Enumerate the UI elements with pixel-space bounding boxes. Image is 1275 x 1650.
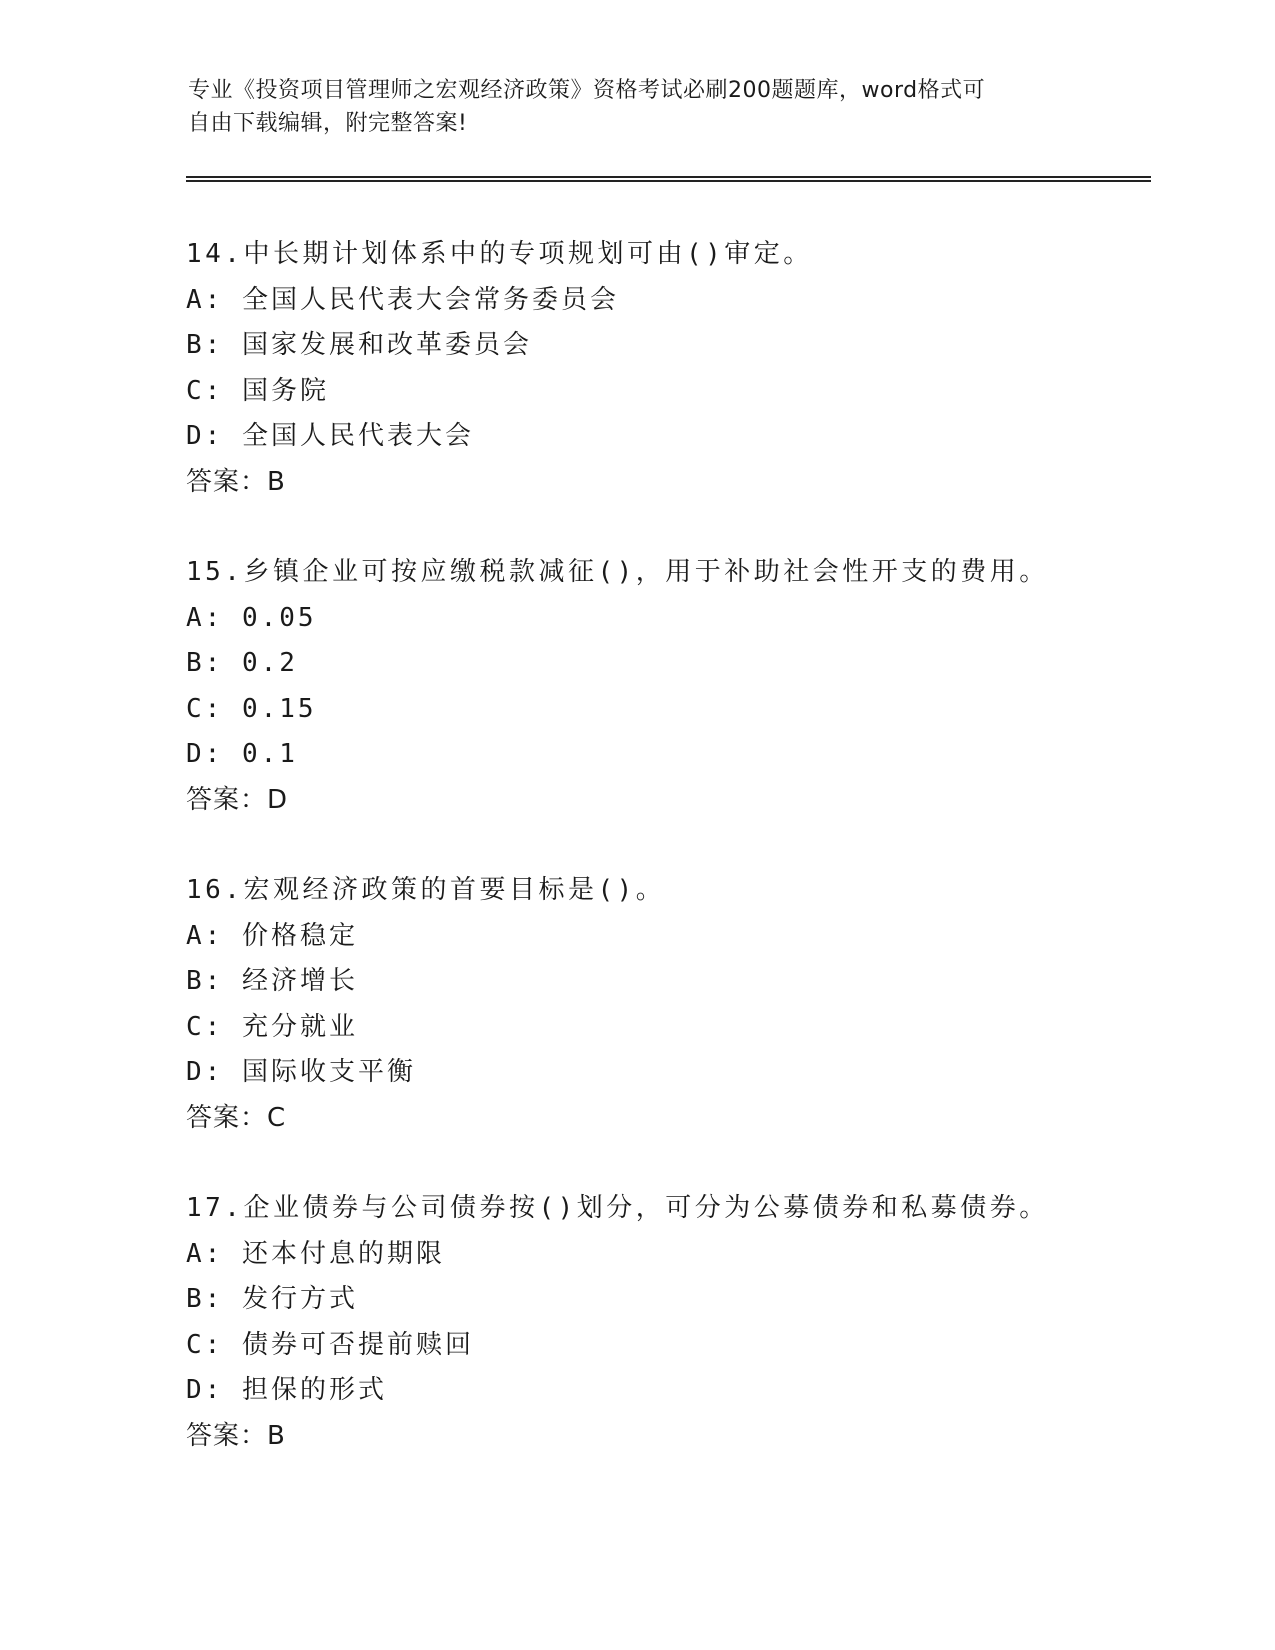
answer-label: 答案：B: [186, 1420, 286, 1451]
question-stem: 16.宏观经济政策的首要目标是()。: [186, 875, 666, 905]
answer-label: 答案：C: [186, 1102, 287, 1133]
option-b: B: 国家发展和改革委员会: [186, 330, 532, 360]
option-a: A: 全国人民代表大会常务委员会: [186, 284, 619, 315]
question-16: [186, 868, 1146, 1186]
option-d: D: 国际收支平衡: [186, 1057, 416, 1087]
question-17: [186, 1186, 1146, 1504]
header-line-2: 自由下载编辑，附完整答案!: [188, 111, 468, 136]
question-list: [186, 232, 1146, 1504]
question-stem: 14.中长期计划体系中的专项规划可由()审定。: [186, 239, 813, 269]
page-header: [188, 74, 1068, 140]
answer-label: 答案：D: [186, 784, 289, 815]
question-14: [186, 232, 1146, 550]
option-a: A: 0.05: [186, 602, 317, 633]
option-d: D: 0.1: [186, 739, 298, 769]
option-d: D: 全国人民代表大会: [186, 421, 474, 451]
question-stem: 15.乡镇企业可按应缴税款减征()，用于补助社会性开支的费用。: [186, 557, 1049, 587]
option-a: A: 还本付息的期限: [186, 1238, 445, 1269]
question-stem: 17.企业债券与公司债券按()划分，可分为公募债券和私募债券。: [186, 1193, 1049, 1223]
header-line-1: 专业《投资项目管理师之宏观经济政策》资格考试必刷200题题库，word格式可: [188, 78, 986, 103]
option-b: B: 经济增长: [186, 966, 358, 996]
header-divider: [186, 176, 1151, 182]
option-c: C: 0.15: [186, 693, 317, 724]
option-b: B: 0.2: [186, 648, 298, 678]
answer-label: 答案：B: [186, 466, 286, 497]
option-a: A: 价格稳定: [186, 920, 358, 951]
option-b: B: 发行方式: [186, 1284, 358, 1314]
option-c: C: 债券可否提前赎回: [186, 1329, 474, 1360]
option-c: C: 充分就业: [186, 1011, 358, 1042]
question-15: [186, 550, 1146, 868]
option-d: D: 担保的形式: [186, 1375, 387, 1405]
option-c: C: 国务院: [186, 375, 329, 406]
